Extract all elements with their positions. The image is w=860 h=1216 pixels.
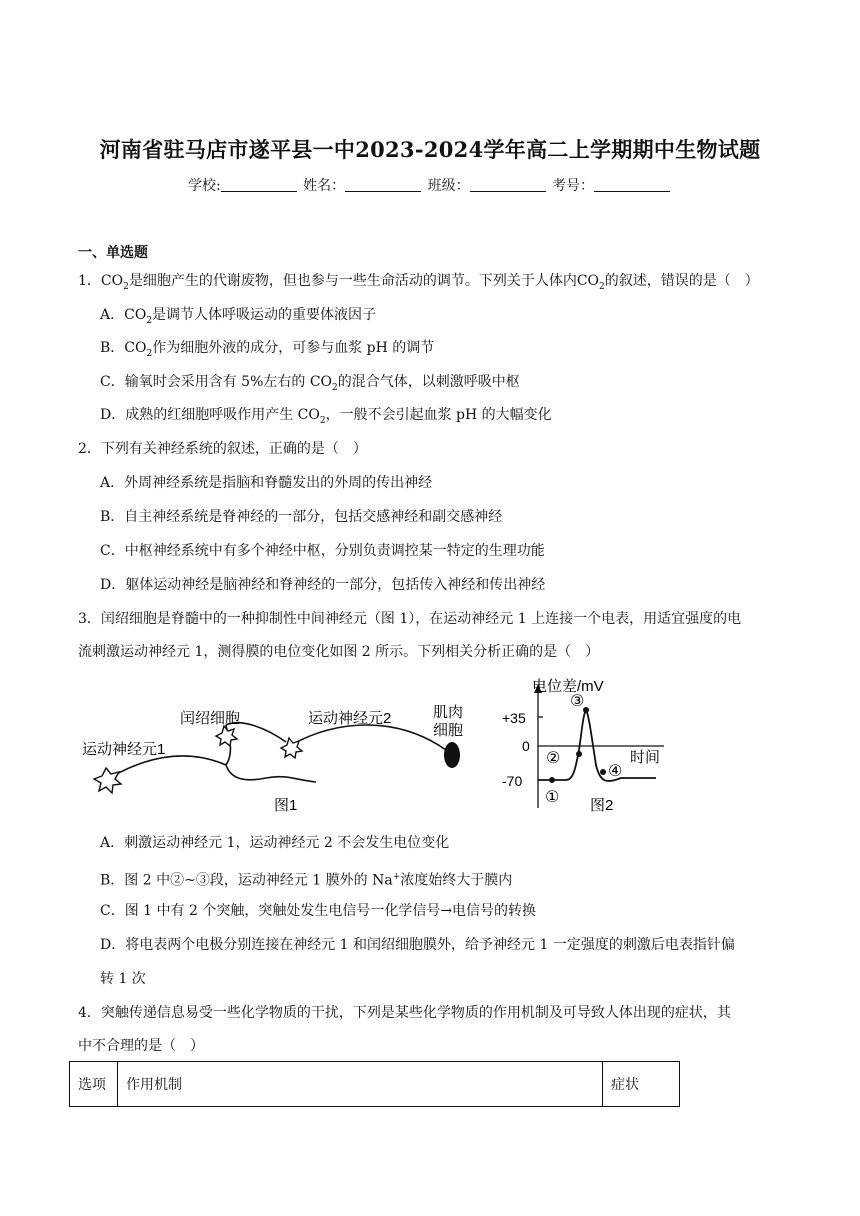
q4-stem-line1: 4．突触传递信息易受一些化学物质的干扰，下列是某些化学物质的作用机制及可导致人体出现的症状，其: [78, 1005, 731, 1021]
fig2-marker-2: ②: [546, 750, 561, 767]
fig2-marker-1: ①: [545, 789, 560, 806]
fig2-x-label: 时间: [630, 749, 661, 766]
q3-option-c[interactable]: C．图 1 中有 2 个突触，突触处发生电信号一化学信号→电信号的转换: [100, 903, 537, 919]
q3-stem-line2: 流刺激运动神经元 1，测得膜的电位变化如图 2 所示。下列相关分析正确的是（ ）: [78, 644, 600, 660]
fig2-marker-4: ④: [608, 763, 623, 780]
page-title: 河南省驻马店市遂平县一中2023-2024学年高二上学期期中生物试题: [99, 137, 761, 162]
q3-stem-line1: 3．闰绍细胞是脊髓中的一种抑制性中间神经元（图 1），在运动神经元 1 上连接一个电表，用适宜强度的电: [78, 611, 742, 627]
synapse-star-1: [94, 768, 121, 793]
q4-header-mechanism: 作用机制: [118, 1062, 603, 1107]
muscle-cell-shape: [444, 742, 460, 768]
fig2-caption: 图2: [590, 797, 614, 814]
q2-option-b[interactable]: B．自主神经系统是脊神经的一部分，包括交感神经和副交感神经: [100, 509, 503, 525]
fig1-label-renshaw: 闰绍细胞: [180, 710, 241, 727]
section-heading: 一、单选题: [78, 245, 148, 261]
fig2-tick-plus35: +35: [502, 710, 526, 726]
q2-option-a[interactable]: A．外周神经系统是指脑和脊髓发出的外周的传出神经: [100, 475, 433, 491]
fig2-marker-3: ③: [570, 693, 585, 710]
school-blank[interactable]: [221, 178, 297, 192]
fig2-y-label: 电位差/mV: [532, 678, 604, 695]
fig1-label-muscle-line2: 细胞: [433, 722, 464, 739]
q4-table: [69, 1061, 680, 1107]
fig1-label-mn1: 运动神经元1: [82, 741, 166, 758]
q2-stem: 2．下列有关神经系统的叙述，正确的是（ ）: [78, 441, 367, 457]
q3-option-d-line1[interactable]: D．将电表两个电极分别连接在神经元 1 和闰绍细胞膜外，给予神经元 1 一定强度的刺激后电表指针偏: [100, 937, 735, 953]
name-label: 姓名：: [303, 178, 346, 194]
q4-header-symptom: 症状: [603, 1062, 680, 1107]
q1-option-a[interactable]: A．$CO_2$是调节人体呼吸运动的重要体液因子: [100, 307, 377, 326]
exam-number-blank[interactable]: [594, 178, 670, 192]
q4-table-header-row: [70, 1062, 680, 1107]
q1-stem: 1．$CO_2$是细胞产生的代谢废物，但也参与一些生命活动的调节。下列关于人体内$CO_2$的叙述，错误的是（ ）: [78, 273, 759, 292]
q4-header-option: 选项: [70, 1062, 118, 1107]
name-blank[interactable]: [345, 178, 421, 192]
exam-number-label: 考号：: [552, 178, 595, 194]
q2-option-d[interactable]: D．躯体运动神经是脑神经和脊神经的一部分，包括传入神经和传出神经: [100, 577, 546, 593]
fig1-label-muscle-line1: 肌肉: [433, 704, 464, 721]
fig1-caption: 图1: [274, 797, 298, 814]
q3-figures: [76, 670, 686, 820]
q1-option-b[interactable]: B．$CO_2$作为细胞外液的成分，可参与血浆 pH 的调节: [100, 340, 435, 359]
student-info-line: [0, 175, 860, 195]
class-blank[interactable]: [470, 178, 546, 192]
school-label: 学校:: [187, 178, 221, 194]
fig2-tick-0: 0: [522, 738, 530, 754]
fig2-tick-minus70: -70: [502, 773, 523, 789]
q3-option-a[interactable]: A．刺激运动神经元 1，运动神经元 2 不会发生电位变化: [100, 835, 450, 851]
q4-stem-line2: 中不合理的是（ ）: [78, 1038, 204, 1054]
q3-option-b[interactable]: B．图 2 中②~③段，运动神经元 1 膜外的 Na+浓度始终大于膜内: [100, 872, 513, 889]
q2-option-c[interactable]: C．中枢神经系统中有多个神经中枢，分别负责调控某一特定的生理功能: [100, 543, 545, 559]
fig1-label-mn2: 运动神经元2: [308, 710, 392, 727]
q3-option-d-line2[interactable]: 转 1 次: [100, 971, 146, 987]
q1-option-c[interactable]: C．输氧时会采用含有 5%左右的 $CO_2$的混合气体，以刺激呼吸中枢: [100, 374, 520, 393]
class-label: 班级：: [427, 178, 470, 194]
q1-option-d[interactable]: D．成熟的红细胞呼吸作用产生 $CO_2$，一般不会引起血浆 pH 的大幅变化: [100, 407, 552, 426]
synapse-star-2: [216, 726, 237, 746]
